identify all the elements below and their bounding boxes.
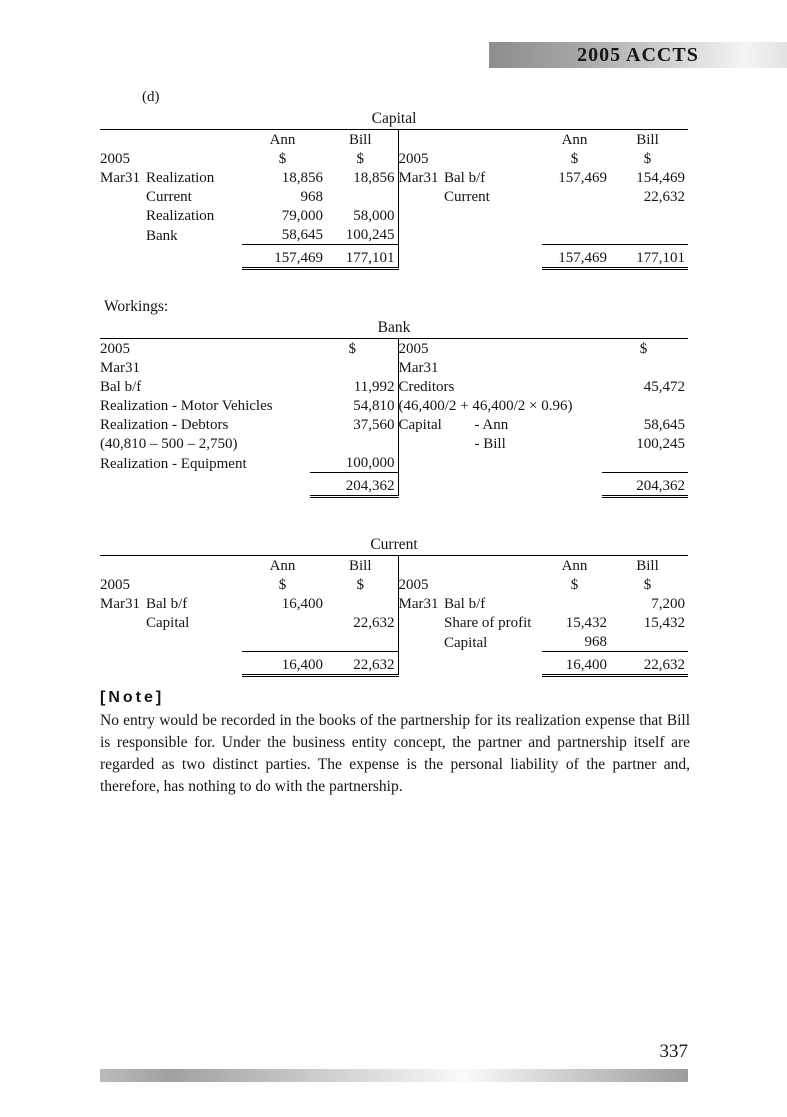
note-body: No entry would be recorded in the books of the partnership for its realization expense that Bill is responsible for. Under the business entity concept, the partner and partnership itself are regarded as two distinct parties. The expense is the personal liability of the partner and, therefore, has nothing to do with the partnership. (100, 712, 690, 795)
bank-account-title: Bank (377, 319, 411, 336)
amount-cell: 54,810 (310, 396, 398, 415)
date-cell (398, 187, 444, 206)
currency-cell: $ (326, 149, 398, 168)
amount-cell: 100,245 (636, 436, 685, 452)
ann-total-cell: 157,469 (242, 245, 326, 269)
description-cell (146, 575, 242, 594)
bank-currency-row (100, 339, 688, 359)
date-cell (100, 652, 146, 676)
year-cell: 2005 (398, 151, 429, 167)
bill-amount-cell (326, 187, 398, 206)
description-cell: Current (444, 189, 490, 205)
bank-entry-row (100, 453, 688, 473)
bank-totals-row (100, 473, 688, 497)
description-cell: Bal b/f (100, 379, 142, 395)
description-cell: Mar31 (100, 360, 140, 376)
description-cell: Bal b/f (444, 596, 486, 612)
date-cell (100, 613, 146, 632)
description-cell (146, 632, 242, 652)
footer-banner (100, 1069, 688, 1082)
description-cell (444, 652, 542, 676)
description-cell: Capital (146, 615, 190, 631)
amount-cell: 100,000 (310, 453, 398, 473)
description-cell (444, 245, 542, 269)
currency-cell: $ (570, 577, 579, 593)
date-cell (100, 130, 146, 150)
description-cell (398, 473, 602, 497)
description-cell (398, 434, 602, 453)
bill-amount-cell (610, 225, 688, 245)
description-cell (398, 358, 602, 377)
description-cell (398, 415, 602, 434)
description-cell: Realization - Equipment (100, 455, 247, 472)
description-cell: Current (146, 189, 192, 205)
currency-cell: $ (570, 151, 579, 167)
capital-account-title: Capital (371, 110, 417, 127)
date-cell (398, 613, 444, 632)
bill-column-header: Bill (610, 130, 688, 150)
description-subtext: - Ann (474, 417, 509, 433)
capital-entry-row (100, 206, 688, 225)
description-cell (444, 575, 542, 594)
ann-amount-cell: 968 (584, 634, 607, 650)
capital-entry-row (100, 187, 688, 206)
ann-amount-cell (542, 206, 610, 225)
ann-amount-cell: 968 (300, 189, 323, 205)
description-cell: Capital (444, 634, 488, 651)
ann-amount-cell: 157,469 (558, 170, 607, 186)
bill-amount-cell (610, 206, 688, 225)
date-cell (398, 225, 444, 245)
date-cell: Mar31 (398, 170, 439, 186)
date-cell (398, 556, 444, 576)
year-cell: 2005 (398, 339, 602, 359)
bill-amount-cell: 15,432 (643, 615, 685, 631)
capital-totals-row (100, 245, 688, 269)
description-cell: Share of profit (444, 615, 532, 631)
description-cell: Realization - Debtors (100, 417, 229, 433)
date-cell: Mar31 (100, 170, 140, 186)
date-cell (100, 225, 146, 245)
description-cell: Bank (146, 227, 178, 244)
bill-amount-cell: 22,632 (326, 613, 398, 632)
date-cell (100, 556, 146, 576)
description-cell (100, 473, 310, 497)
bill-total-cell: 22,632 (610, 652, 688, 676)
description-text: Mar31 (398, 360, 439, 376)
date-cell (398, 206, 444, 225)
currency-cell: $ (310, 339, 398, 359)
amount-cell (310, 358, 398, 377)
bank-entry-row (100, 396, 688, 415)
capital-entry-row (100, 225, 688, 245)
capital-entry-row (100, 168, 688, 187)
description-cell (146, 652, 242, 676)
current-account-table (100, 555, 688, 677)
current-columns-header-row (100, 556, 688, 576)
description-cell: Realization - Motor Vehicles (100, 398, 273, 414)
date-cell (398, 130, 444, 150)
date-cell (398, 245, 444, 269)
ann-total-cell: 16,400 (542, 652, 610, 676)
bank-account-table (100, 338, 688, 498)
amount-cell: 11,992 (310, 377, 398, 396)
ann-amount-cell: 79,000 (281, 208, 323, 224)
capital-account-table (100, 129, 688, 270)
date-cell (100, 187, 146, 206)
amount-cell (310, 434, 398, 453)
current-account (100, 536, 688, 677)
bill-amount-cell (326, 632, 398, 652)
current-entry-row (100, 594, 688, 613)
description-cell (146, 556, 242, 576)
date-cell (100, 245, 146, 269)
currency-cell: $ (643, 151, 652, 167)
description-subtext: - Bill (474, 436, 506, 452)
currency-cell: $ (278, 151, 287, 167)
ann-amount-cell (542, 187, 610, 206)
ann-column-header: Ann (542, 556, 610, 576)
bill-total-cell: 177,101 (610, 245, 688, 269)
capital-account (100, 110, 688, 270)
ann-amount-cell: 58,645 (281, 227, 323, 243)
bill-total-cell: 177,101 (326, 245, 398, 269)
description-cell (146, 149, 242, 168)
currency-cell: $ (326, 575, 398, 594)
description-cell (444, 225, 542, 245)
description-cell: Bal b/f (444, 170, 486, 186)
date-cell: Mar31 (398, 596, 439, 612)
bank-account (100, 319, 688, 498)
description-cell: Realization (146, 170, 215, 186)
header-banner-text: 2005 ACCTS (577, 43, 699, 66)
bill-column-header: Bill (326, 130, 398, 150)
amount-cell: 45,472 (643, 379, 685, 395)
amount-cell (602, 453, 688, 473)
date-cell (100, 206, 146, 225)
bill-total-cell: 22,632 (326, 652, 398, 676)
date-cell (398, 652, 444, 676)
date-cell: Mar31 (100, 596, 140, 612)
year-cell: 2005 (398, 577, 429, 593)
bank-entry-row (100, 377, 688, 396)
bill-amount-cell (326, 594, 398, 613)
description-text: (46,400/2 + 46,400/2 × 0.96) (398, 398, 573, 414)
bank-entry-row (100, 415, 688, 434)
year-cell: 2005 (100, 339, 310, 359)
currency-cell: $ (602, 339, 688, 359)
year-cell: 2005 (100, 577, 130, 593)
description-cell (146, 130, 242, 150)
note-section (100, 689, 690, 798)
description-cell (444, 206, 542, 225)
description-cell (444, 149, 542, 168)
description-cell (444, 130, 542, 150)
bank-entry-row (100, 434, 688, 453)
page-number: 337 (659, 1041, 688, 1062)
capital-currency-row (100, 149, 688, 168)
ann-amount-cell: 18,856 (281, 170, 323, 186)
ann-amount-cell (542, 225, 610, 245)
note-title: [Note] (100, 689, 165, 706)
ann-amount-cell: 16,400 (281, 596, 323, 612)
ann-amount-cell (542, 594, 610, 613)
description-cell: (40,810 – 500 – 2,750) (100, 436, 238, 452)
workings-label: Workings: (104, 298, 169, 315)
description-cell: Realization (146, 208, 215, 224)
section-label: (d) (142, 89, 160, 105)
description-cell: Bal b/f (146, 596, 188, 612)
date-cell (398, 632, 444, 652)
header-banner (489, 42, 787, 68)
ann-amount-cell: 15,432 (565, 615, 607, 631)
bill-amount-cell: 22,632 (643, 189, 685, 205)
current-entry-row (100, 613, 688, 632)
ann-total-cell: 16,400 (242, 652, 326, 676)
description-text: Creditors (398, 379, 455, 395)
bill-amount-cell: 18,856 (326, 168, 398, 187)
total-cell: 204,362 (602, 473, 688, 497)
bill-column-header: Bill (610, 556, 688, 576)
bill-column-header: Bill (326, 556, 398, 576)
amount-cell (602, 358, 688, 377)
amount-cell: 58,645 (643, 417, 685, 433)
bill-amount-cell: 58,000 (326, 206, 398, 225)
description-cell (444, 556, 542, 576)
description-cell (146, 245, 242, 269)
amount-cell: 37,560 (310, 415, 398, 434)
total-cell: 204,362 (310, 473, 398, 497)
bill-amount-cell: 7,200 (651, 596, 685, 612)
current-totals-row (100, 652, 688, 676)
currency-cell: $ (278, 577, 287, 593)
amount-cell (602, 396, 688, 415)
bank-entry-row (100, 358, 688, 377)
ann-amount-cell (242, 632, 326, 652)
ann-column-header: Ann (242, 130, 326, 150)
description-text: Capital (398, 417, 442, 433)
description-cell (398, 377, 602, 396)
description-cell (398, 396, 602, 415)
ann-total-cell: 157,469 (542, 245, 610, 269)
currency-cell: $ (643, 577, 652, 593)
capital-columns-header-row (100, 130, 688, 150)
bill-amount-cell (610, 632, 688, 652)
bill-amount-cell: 154,469 (636, 170, 685, 186)
ann-column-header: Ann (242, 556, 326, 576)
description-cell (398, 453, 602, 473)
current-entry-row (100, 632, 688, 652)
current-account-title: Current (370, 536, 418, 553)
current-currency-row (100, 575, 688, 594)
year-cell: 2005 (100, 151, 130, 167)
ann-amount-cell (242, 613, 326, 632)
ann-column-header: Ann (542, 130, 610, 150)
bill-amount-cell: 100,245 (326, 225, 398, 245)
date-cell (100, 632, 146, 652)
